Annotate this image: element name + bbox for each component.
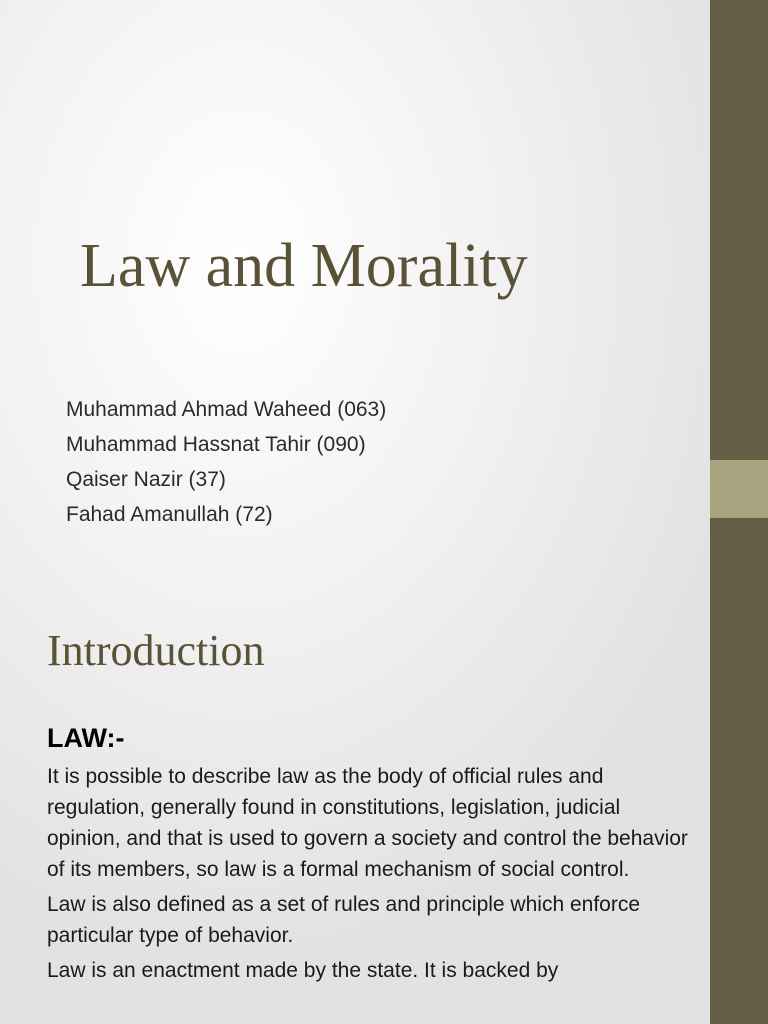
author-item: Qaiser Nazir (37) [66, 468, 226, 491]
author-list [66, 392, 386, 532]
slide-title: Law and Morality [80, 232, 528, 300]
author-item: Muhammad Ahmad Waheed (063) [66, 398, 387, 421]
paragraph: It is possible to describe law as the body of official rules and regulation, generally found in constitutions, legislation, judicial opinion, and that is used to govern a society and control the behavior of its members, so law is a formal mechanism of social control. [47, 765, 688, 881]
author-item: Fahad Amanullah (72) [66, 503, 273, 526]
body-text [47, 761, 697, 990]
author-item: Muhammad Hassnat Tahir (090) [66, 433, 366, 456]
section-title: Introduction [47, 626, 265, 675]
sub-heading: LAW:- [47, 723, 125, 753]
side-accent-block [710, 460, 768, 518]
paragraph: Law is also defined as a set of rules and principle which enforce particular type of behavior. [47, 893, 641, 947]
paragraph: Law is an enactment made by the state. It is backed by [47, 959, 559, 982]
